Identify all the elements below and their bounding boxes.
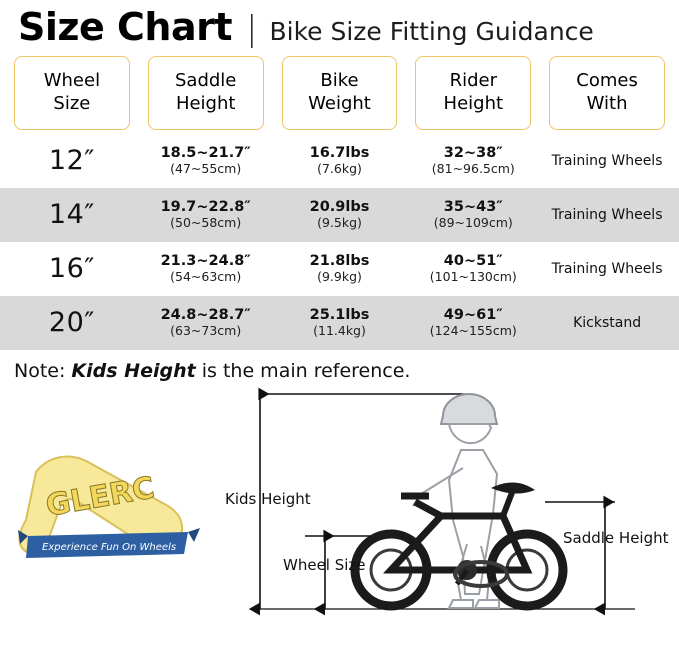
rider-height-cm: (124~155cm)	[429, 323, 517, 339]
table-header-row	[0, 56, 679, 130]
column-header-bike-weight	[282, 56, 398, 130]
comes-with-value: Training Wheels	[551, 153, 663, 170]
column-header-line1: Bike	[320, 70, 359, 92]
rider-height-cm: (89~109cm)	[433, 215, 513, 231]
bike-weight-lbs: 20.9lbs	[309, 198, 370, 215]
logo-brand-text: GLERC	[43, 470, 158, 524]
note-suffix: is the main reference.	[195, 359, 411, 382]
cell-rider-height	[415, 253, 531, 285]
saddle-height-cm: (47~55cm)	[170, 161, 242, 177]
rider-height-inches: 40~51″	[443, 252, 503, 269]
column-header-line1: Saddle	[175, 70, 237, 92]
logo-graphic	[18, 444, 208, 574]
head-tube	[415, 502, 441, 516]
cell-wheel-size	[14, 199, 130, 231]
cell-comes-with	[549, 205, 665, 224]
cell-bike-weight	[282, 253, 398, 285]
saddle-height-label: Saddle Height	[563, 528, 669, 547]
cell-bike-weight	[282, 199, 398, 231]
note-prefix: Note:	[14, 359, 72, 382]
rider-height-inches: 35~43″	[443, 198, 503, 215]
cell-saddle-height	[148, 199, 264, 231]
note-emphasis: Kids Height	[71, 359, 196, 382]
bike-weight-kg: (9.9kg)	[317, 269, 362, 285]
saddle-height-inches: 18.5~21.7″	[160, 144, 251, 161]
bike-weight-kg: (9.5kg)	[317, 215, 362, 231]
bike-weight-lbs: 25.1lbs	[309, 306, 370, 323]
column-header-line2: Height	[443, 92, 504, 114]
page-title: Size Chart	[18, 5, 233, 49]
column-header-comes-with	[549, 56, 665, 130]
cell-wheel-size	[14, 253, 130, 285]
cell-comes-with	[549, 259, 665, 278]
saddle-height-inches: 24.8~28.7″	[160, 306, 251, 323]
table-row	[0, 296, 679, 350]
comes-with-value: Kickstand	[573, 315, 642, 332]
saddle-height-cm: (63~73cm)	[170, 323, 242, 339]
brand-logo	[18, 444, 208, 574]
comes-with-value: Training Wheels	[551, 207, 663, 224]
wheel-size-value: 20″	[48, 306, 95, 338]
column-header-saddle-height	[148, 56, 264, 130]
column-header-line2: Height	[175, 92, 236, 114]
wheel-size-value: 16″	[48, 252, 95, 284]
bike-weight-lbs: 16.7lbs	[309, 144, 370, 161]
cell-rider-height	[415, 307, 531, 339]
wheel-size-label: Wheel Size	[283, 555, 366, 574]
kids-height-label: Kids Height	[225, 489, 311, 508]
header-divider: |	[246, 9, 258, 49]
helmet-icon	[441, 394, 497, 424]
bike-weight-kg: (7.6kg)	[317, 161, 362, 177]
cell-wheel-size	[14, 307, 130, 339]
bike-weight-lbs: 21.8lbs	[309, 252, 370, 269]
column-header-line2: Size	[53, 92, 91, 114]
child-shoe-front	[449, 600, 473, 608]
rider-height-inches: 49~61″	[443, 306, 503, 323]
comes-with-value: Training Wheels	[551, 261, 663, 278]
cell-comes-with	[549, 313, 665, 332]
cell-comes-with	[549, 151, 665, 170]
table-row	[0, 188, 679, 242]
child-shoe-back	[475, 600, 499, 608]
saddle-height-cm: (50~58cm)	[170, 215, 242, 231]
cell-rider-height	[415, 145, 531, 177]
column-header-line1: Wheel	[43, 70, 101, 92]
cell-bike-weight	[282, 145, 398, 177]
saddle-height-cm: (54~63cm)	[170, 269, 242, 285]
rider-height-cm: (81~96.5cm)	[431, 161, 515, 177]
table-row	[0, 134, 679, 188]
logo-ribbon-tail-right	[188, 528, 200, 542]
cell-saddle-height	[148, 253, 264, 285]
column-header-rider-height	[415, 56, 531, 130]
bike-diagram	[215, 384, 675, 619]
column-header-wheel-size	[14, 56, 130, 130]
cell-wheel-size	[14, 145, 130, 177]
page-subtitle: Bike Size Fitting Guidance	[269, 17, 594, 46]
bike-weight-kg: (11.4kg)	[313, 323, 366, 339]
logo-tagline: Experience Fun On Wheels	[42, 541, 177, 553]
column-header-line1: Rider	[449, 70, 497, 92]
child-head	[449, 424, 491, 443]
page-header	[0, 0, 679, 50]
cell-saddle-height	[148, 307, 264, 339]
saddle-height-inches: 21.3~24.8″	[160, 252, 251, 269]
rider-height-inches: 32~38″	[443, 144, 503, 161]
column-header-line2: With	[586, 92, 628, 114]
table-body	[0, 134, 679, 350]
saddle-height-inches: 19.7~22.8″	[160, 198, 251, 215]
table-row	[0, 242, 679, 296]
column-header-line2: Weight	[308, 92, 371, 114]
note-text	[0, 350, 679, 382]
cell-bike-weight	[282, 307, 398, 339]
seat-post	[503, 490, 513, 516]
wheel-size-value: 14″	[48, 198, 95, 230]
illustration-area	[0, 384, 679, 619]
wheel-size-value: 12″	[48, 144, 95, 176]
rider-height-cm: (101~130cm)	[429, 269, 517, 285]
cell-rider-height	[415, 199, 531, 231]
cell-saddle-height	[148, 145, 264, 177]
column-header-line1: Comes	[576, 70, 638, 92]
saddle	[491, 482, 535, 493]
